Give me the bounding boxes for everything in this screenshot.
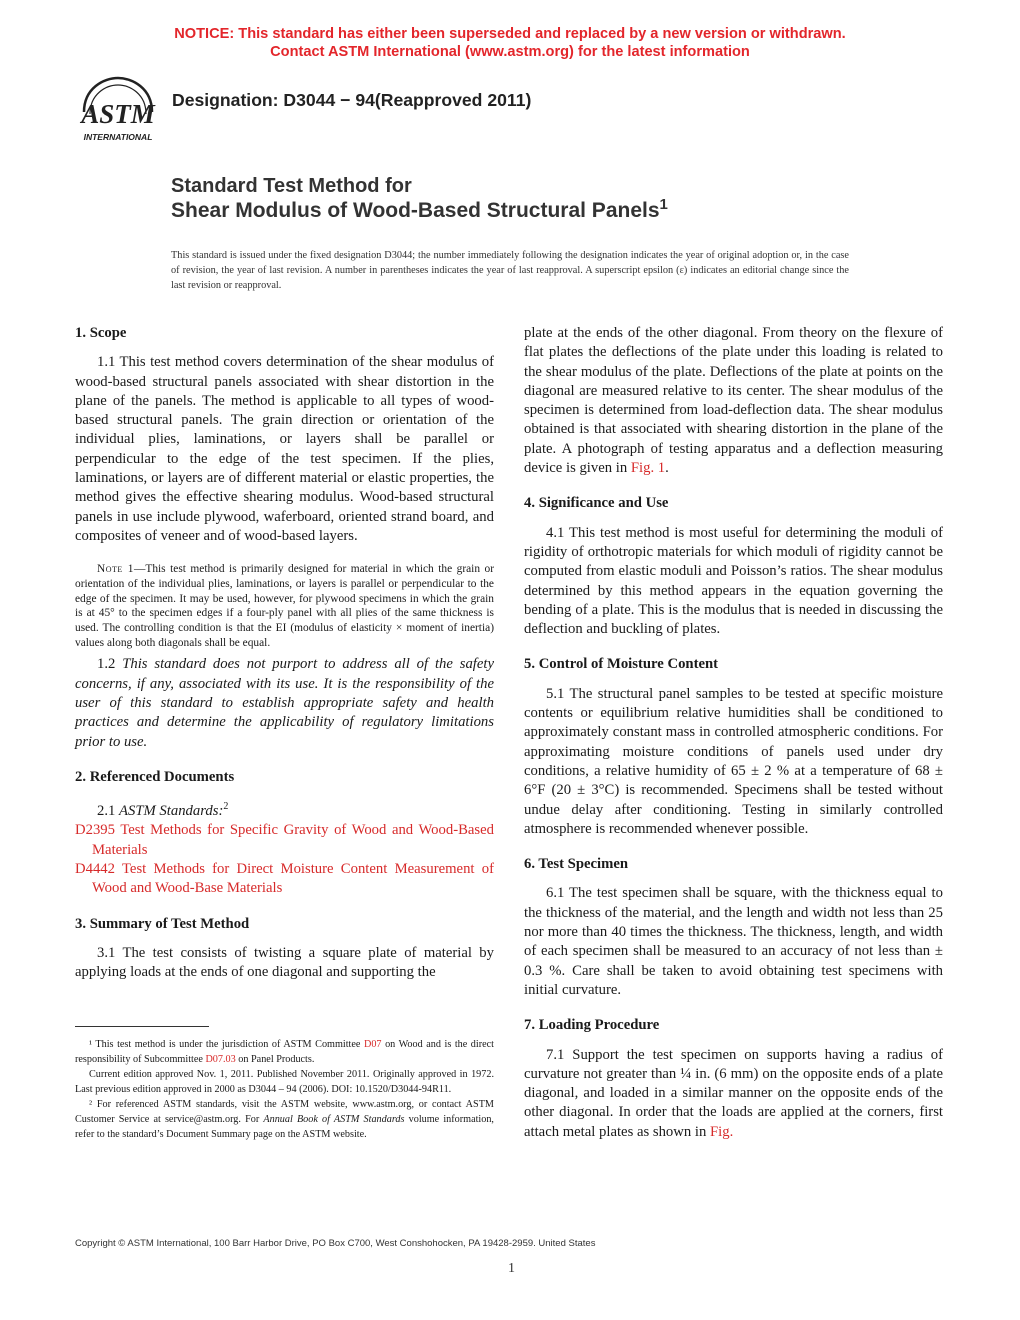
astm-logo: [74, 74, 162, 144]
page-number: 1: [508, 1261, 515, 1276]
logo-caption: INTERNATIONAL: [83, 132, 153, 142]
para-1-1: 1.1 This test method covers determination of the shear modulus of wood-based structural panels associated with shear distortion in the plane of the panels. The method is applicable to all types of wood-based structural panels. The grain direction or orientation of the individual plies, laminations, or layers shall be parallel or perpendicular to the edge of the test specimen. If the plies, laminations, or layers are of different material or elastic properties, the method gives the effective shearing modulus. Wood-based structural panels in use include plywood, waferboard, oriented strand board, and composites of veneer and of wood-based layers.: [75, 354, 494, 544]
para-1-2-text: This standard does not purport to address all of the safety concerns, if any, associated with its use. It is the responsibility of the user of this standard to establish appropriate safety and health practices and determine the applicability of regulatory limitations prior to use.: [75, 656, 495, 750]
footnotes: [75, 1037, 494, 1142]
section-heading-summary: 3. Summary of Test Method: [75, 915, 250, 932]
para-2-1-text: ASTM Standards:: [119, 803, 224, 820]
subcommittee-d0703-link[interactable]: D07.03: [205, 1054, 236, 1065]
reference-d4442-link[interactable]: D4442: [75, 861, 115, 878]
para-2-1: [75, 797, 494, 821]
title-footnote-marker: 1: [659, 196, 668, 213]
reference-d4442-title[interactable]: Test Methods for Direct Moisture Content Measurement of Wood and Wood-Base Materials: [92, 861, 494, 897]
para-3-1-end: .: [665, 460, 669, 477]
para-4-1: 4.1 This test method is most useful for determining the moduli of rigidity of orthotropic materials for which moduli of rigidity cannot be computed from elastic moduli and Poisson’s ratios. The shear modulus determined by this method appears in the equation governing the bending of a plate. This is the modulus that is needed in discussing the deflection and buckling of plates.: [524, 524, 943, 638]
para-5-1: 5.1 The structural panel samples to be tested at specific moisture contents or equilibrium relative humidities shall be conditioned to approximately constant mass in controlled atmospheric conditions. For approximating moisture conditions of panels used under dry conditions, a relative humidity of 65 ± 2 % at a temperature of 68 ± 6°F (20 ± 3°C) is recommended. Specimens shall be tested without undue delay after conditioning. Testing in similarly controlled atmosphere is recommended whenever possible.: [524, 685, 943, 837]
section-heading-loading: 7. Loading Procedure: [524, 1017, 660, 1034]
title-text: Shear Modulus of Wood-Based Structural Panels: [171, 199, 660, 222]
section-heading-scope: 1. Scope: [75, 325, 127, 341]
astm-logo-icon: [74, 74, 162, 144]
notice-banner: [0, 26, 1020, 61]
footnote-2-book-title: Annual Book of ASTM Standards: [263, 1114, 405, 1125]
fig-link[interactable]: Fig.: [710, 1123, 734, 1140]
title-line-2: [171, 196, 668, 223]
footnote-1-text-b: on Wood and is the direct responsibility of Subcommittee: [75, 1039, 494, 1065]
para-7-1-text: 7.1 Support the test specimen on supports having a radius of curvature not greater than ¼ in. (6 mm) on the opposite ends of a plate diagonal, and loaded in a similar manner on the opposite ends of the other diagonal. In order that the loads are applied at the corners, first attach metal plates as shown in: [524, 1046, 943, 1140]
para-3-1: 3.1 The test consists of twisting a square plate of material by applying loads at the ends of one diagonal and supporting the: [75, 944, 494, 981]
reference-d4442: [75, 860, 494, 899]
notice-line-1: NOTICE: This standard has either been superseded and replaced by a new version or withdrawn.: [174, 26, 846, 42]
footnote-1: [75, 1037, 494, 1067]
note-1: [75, 562, 494, 650]
notice-line-2: Contact ASTM International (www.astm.org) for the latest information: [270, 43, 750, 60]
fig-1-link[interactable]: Fig. 1: [630, 460, 666, 477]
footnote-divider: [75, 1026, 209, 1027]
footnote-1-text-a: ¹ This test method is under the jurisdiction of ASTM Committee: [89, 1039, 364, 1050]
para-3-1-continued-text: plate at the ends of the other diagonal. From theory on the flexure of flat plates the deflections of the plate under this loading is related to the shear modulus of the plate. Deflections of the plate at points on the diagonal are measured relative to its center. The shear modulus of the specimen is determined from load-deflection data. The shear modulus obtained is that associated with shearing distortion in the plane of the plate. A photograph of testing apparatus and a deflection measuring device is given in: [524, 325, 943, 477]
footnote-1-text-c: on Panel Products.: [235, 1054, 315, 1065]
para-1-2: [75, 655, 494, 751]
para-2-1-num: 2.1: [97, 803, 120, 820]
para-6-1: 6.1 The test specimen shall be square, with the thickness equal to the thickness of the material, and the length and width not less than 25 nor more than 40 times the thickness. The thickness, length, and width of each specimen shall be measured to an accuracy of not less than ± 0.3 %. Care shall be taken to avoid obtaining test specimens with initial curvature.: [524, 885, 943, 998]
para-2-1-sup: 2: [223, 801, 229, 813]
logo-mark: ASTM: [81, 99, 155, 129]
designation: Designation: D3044 − 94(Reapproved 2011): [172, 90, 532, 110]
section-heading-referenced-documents: 2. Referenced Documents: [75, 768, 235, 785]
section-heading-moisture: 5. Control of Moisture Content: [524, 656, 719, 673]
para-3-1-continued: [524, 324, 943, 478]
copyright: Copyright © ASTM International, 100 Barr Harbor Drive, PO Box C700, West Conshohocken, PA 19428-2959. United States: [75, 1238, 596, 1249]
section-heading-significance: 4. Significance and Use: [524, 495, 669, 512]
reference-d2395: [75, 821, 494, 860]
left-column: [75, 324, 494, 983]
right-column: [524, 324, 943, 1142]
footnote-2: [75, 1097, 494, 1142]
reference-d2395-title[interactable]: Test Methods for Specific Gravity of Wood and Wood-Based Materials: [92, 822, 494, 858]
section-heading-specimen: 6. Test Specimen: [524, 856, 629, 873]
committee-d07-link[interactable]: D07: [363, 1039, 382, 1050]
note-text: —This test method is primarily designed for material in which the grain or orientation of the individual plies, laminations, or layers is parallel or perpendicular to the edge of the specimen. It may be used, however, for plywood specimens in which the grain is at 45° to the specimen edges if a four-ply panel with all plies of the same thickness is used. The controlling condition is that the EI (modulus of elasticity × moment of inertia) values along both diagonals shall be equal.: [75, 563, 495, 649]
intro-text: This standard is issued under the fixed designation D3044; the number immediately following the designation indicates the year of original adoption or, in the case of revision, the year of last revision. A number in parentheses indicates the year of last reapproval. A superscript epsilon (ε) indicates an editorial change since the last revision or reapproval.: [171, 250, 849, 291]
footnote-2-text-a: ² For referenced ASTM standards, visit the ASTM website, www.astm.org, or contact ASTM Customer Service at service@astm.org. For: [75, 1099, 494, 1125]
para-7-1: [524, 1046, 943, 1142]
note-label: Note 1: [97, 563, 134, 576]
para-1-2-num: 1.2: [97, 656, 123, 673]
footnote-1-approval: Current edition approved Nov. 1, 2011. Published November 2011. Originally approved in 1972. Last previous edition approved in 2000 as D3044 – 94 (2006). DOI: 10.1520/D3044-94R11.: [75, 1069, 494, 1095]
reference-d2395-link[interactable]: D2395: [75, 822, 115, 839]
footnote-2-text-b: volume information, refer to the standard’s Document Summary page on the ASTM website.: [75, 1114, 494, 1140]
title-line-1: Standard Test Method for: [171, 175, 412, 197]
